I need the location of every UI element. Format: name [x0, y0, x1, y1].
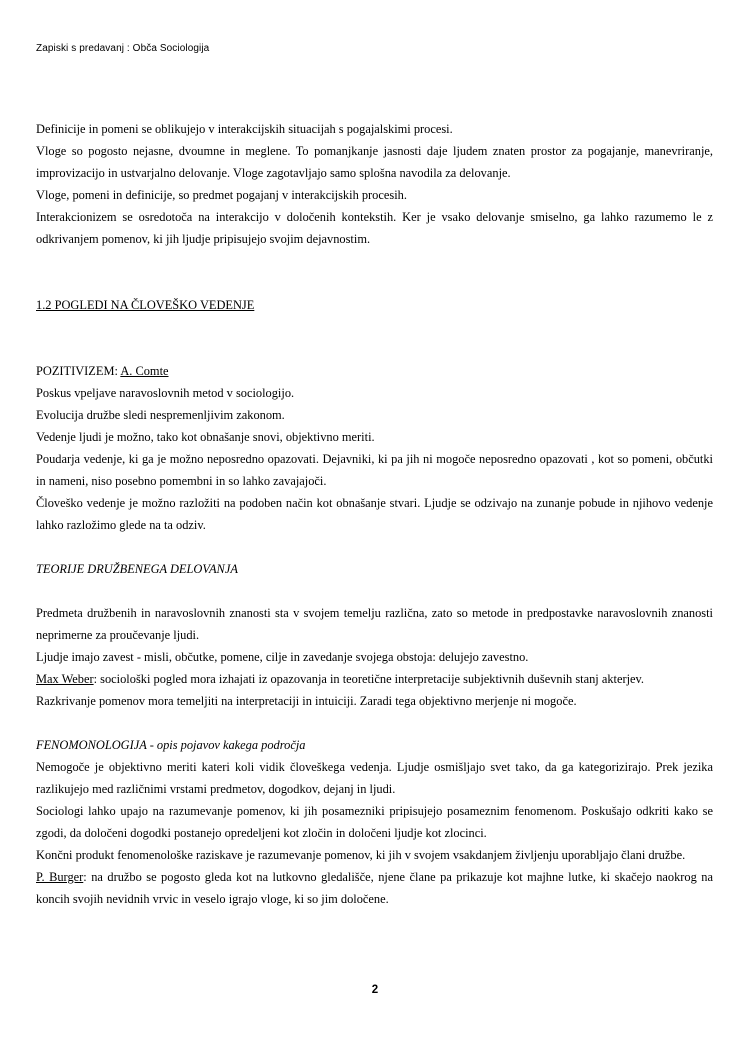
positivism-heading — [36, 360, 713, 382]
paragraph: Končni produkt fenomenološke raziskave je razumevanje pomenov, ki jih v svojem vsakdanjem življenju uporabljajo člani družbe. — [36, 848, 686, 862]
paragraph — [36, 668, 713, 690]
page-number: 2 — [371, 984, 379, 996]
positivism-label: POZITIVIZEM: — [36, 364, 118, 378]
paragraph: Vedenje ljudi je možno, tako kot obnašanje snovi, objektivno meriti. — [36, 430, 375, 444]
paragraph: Predmeta družbenih in naravoslovnih znanosti sta v svojem temelju različna, zato so metode in predpostavke naravoslovnih znanosti neprimerne za proučevanje ljudi. — [36, 606, 713, 642]
paragraph — [36, 866, 713, 910]
paragraph: Vloge so pogosto nejasne, dvoumne in meglene. To pomanjkanje jasnosti daje ljudem znaten prostor za pogajanje, manevriranje, improvizacijo in ustvarjalno delovanje. Vloge zagotavljajo samo splošna navodila za delovanje. — [36, 144, 713, 180]
phenomenology-title: FENOMONOLOGIJA — [36, 738, 147, 752]
paragraph: Vloge, pomeni in definicije, so predmet pogajanj v interakcijskih procesih. — [36, 188, 407, 202]
author-burger: P. Burger — [36, 870, 84, 884]
paragraph: Razkrivanje pomenov mora temeljiti na interpretaciji in intuiciji. Zaradi tega objektivno merjenje ni mogoče. — [36, 694, 577, 708]
burger-text: : na družbo se pogosto gleda kot na lutkovno gledališče, njene člane pa prikazuje kot majhne lutke, ki skačejo naokrog na koncih svojih nevidnih vrvic in veselo igrajo vloge, ki so jim določene. — [36, 870, 713, 906]
section-heading-text: 1.2 POGLEDI NA ČLOVEŠKO VEDENJE — [36, 298, 255, 312]
author-comte: A. Comte — [120, 364, 169, 378]
phenomenology-heading — [36, 734, 713, 756]
paragraph: Poudarja vedenje, ki ga je možno neposredno opazovati. Dejavniki, ki pa jih ni mogoče neposredno opazovati , kot so pomeni, občutki in nameni, niso posebno pomembni in so lahko zavajajoči. — [36, 452, 713, 488]
page-header: Zapiski s predavanj : Obča Sociologija — [36, 43, 210, 54]
paragraph: Sociologi lahko upajo na razumevanje pomenov, ki jih posamezniki pripisujejo posameznim fenomenom. Poskušajo odkriti kako se zgodi, da določeni dogodki postanejo opredeljeni kot zločin in določeni ljudje kot zlocinci. — [36, 804, 713, 840]
paragraph: Človeško vedenje je možno razložiti na podoben način kot obnašanje stvari. Ljudje se odzivajo na zunanje pobude in njihovo vedenje lahko razložimo glede na ta odziv. — [36, 496, 713, 532]
paragraph: Ljudje imajo zavest - misli, občutke, pomene, cilje in zavedanje svojega obstoja: delujejo zavestno. — [36, 650, 529, 664]
section-heading — [36, 294, 713, 316]
author-weber: Max Weber — [36, 672, 94, 686]
paragraph: Poskus vpeljave naravoslovnih metod v sociologijo. — [36, 386, 295, 400]
phenomenology-subtitle: - opis pojavov kakega področja — [146, 738, 306, 752]
paragraph: Evolucija družbe sledi nespremenljivim zakonom. — [36, 408, 285, 422]
paragraph: Interakcionizem se osredotoča na interakcijo v določenih kontekstih. Ker je vsako delovanje smiselno, ga lahko razumemo le z odkrivanjem pomenov, ki jih ljudje pripisujejo svojim dejavnostim. — [36, 210, 713, 246]
paragraph: Definicije in pomeni se oblikujejo v interakcijskih situacijah s pogajalskimi procesi. — [36, 122, 453, 136]
paragraph: Nemogoče je objektivno meriti kateri koli vidik človeškega vedenja. Ljudje osmišljajo svet tako, da ga kategorizirajo. Prek jezika razlikujejo med različnimi vrstami predmetov, dogodkov, dejanj in ljudi. — [36, 760, 713, 796]
document-body — [36, 118, 713, 910]
weber-text: : sociološki pogled mora izhajati iz opazovanja in teoretične interpretacije subjektivnih duševnih stanj akterjev. — [93, 672, 645, 686]
social-action-heading: TEORIJE DRUŽBENEGA DELOVANJA — [36, 562, 238, 576]
